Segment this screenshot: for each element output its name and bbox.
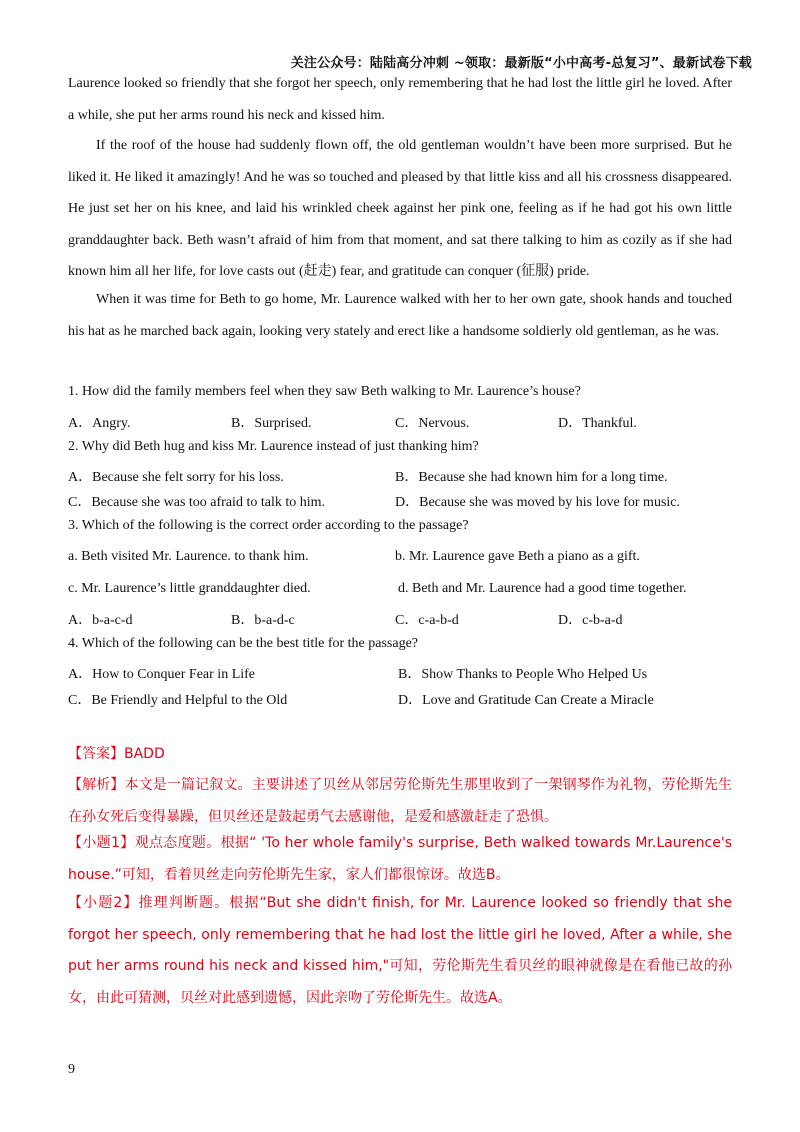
page-header: 关注公众号：陆陆高分冲刺 ~领取：最新版“小中高考-总复习”、最新试卷下载 <box>290 56 752 71</box>
answer-question-2: 【小题2】推理判断题。根据“But she didn't finish, for Mr. Laurence looked so friendly that she forgot her speech, only remembering that he had lost the little girl he loved, After a while, she put her arms round his neck and kissed him,"可知，劳伦斯先生看贝丝的眼神就像是在看他已故的孙女，由此可猜测，贝丝对此感到遗憾，因此亲吻了劳伦斯先生。故选A。 <box>68 895 732 1006</box>
question-1-option-b: B．Surprised. <box>231 416 312 431</box>
passage-paragraph-3: When it was time for Beth to go home, Mr. Laurence walked with her to her own gate, shook hands and touched his hat as he marched back again, looking very stately and erect like a handsome soldierly old gentleman, as he was. <box>68 292 732 339</box>
question-2-option-b: B．Because she had known him for a long time. <box>395 470 668 485</box>
question-4-option-b: B．Show Thanks to People Who Helped Us <box>398 667 648 682</box>
passage-paragraph-1: Laurence looked so friendly that she forgot her speech, only remembering that he had lost the little girl he loved. After a while, she put her arms round his neck and kissed him. <box>68 76 732 123</box>
question-1-option-d: D．Thankful. <box>558 416 637 431</box>
question-1-stem: 1. How did the family members feel when they saw Beth walking to Mr. Laurence’s house? <box>68 384 581 399</box>
question-3-option-c: C．c-a-b-d <box>395 613 459 628</box>
question-4-option-a: A．How to Conquer Fear in Life <box>68 667 256 682</box>
question-4-option-c: C．Be Friendly and Helpful to the Old <box>68 693 288 708</box>
question-3-event-c: c. Mr. Laurence’s little granddaughter died. <box>68 581 311 596</box>
question-3-option-a: A．b-a-c-d <box>68 613 133 628</box>
question-2-stem: 2. Why did Beth hug and kiss Mr. Laurence instead of just thanking him? <box>68 439 479 454</box>
question-1-option-a: A．Angry. <box>68 416 131 431</box>
question-3-stem: 3. Which of the following is the correct order according to the passage? <box>68 518 469 533</box>
question-2-option-a: A．Because she felt sorry for his loss. <box>68 470 284 485</box>
answer-key: 【答案】BADD <box>68 746 165 762</box>
question-3-event-b: b. Mr. Laurence gave Beth a piano as a gift. <box>395 549 640 564</box>
page-number: 9 <box>68 1062 75 1077</box>
answer-question-1: 【小题1】观点态度题。根据“ 'To her whole family's surprise, Beth walked towards Mr.Laurence's house.”可知，看着贝丝走向劳伦斯先生家，家人们都很惊讶。故选B。 <box>68 835 732 883</box>
question-3-event-a: a. Beth visited Mr. Laurence. to thank him. <box>68 549 309 564</box>
question-3-option-d: D．c-b-a-d <box>558 613 623 628</box>
question-3-option-b: B．b-a-d-c <box>231 613 295 628</box>
question-2-option-c: C．Because she was too afraid to talk to him. <box>68 495 325 510</box>
question-4-stem: 4. Which of the following can be the best title for the passage? <box>68 636 419 651</box>
answer-analysis: 【解析】本文是一篇记叙文。主要讲述了贝丝从邻居劳伦斯先生那里收到了一架钢琴作为礼物，劳伦斯先生在孙女死后变得暴躁，但贝丝还是鼓起勇气去感谢他，是爱和感激赶走了恐惧。 <box>68 777 732 825</box>
question-3-event-d: d. Beth and Mr. Laurence had a good time together. <box>398 581 687 596</box>
question-4-option-d: D．Love and Gratitude Can Create a Miracle <box>398 693 654 708</box>
question-1-option-c: C．Nervous. <box>395 416 470 431</box>
passage-paragraph-2: If the roof of the house had suddenly flown off, the old gentleman wouldn’t have been more surprised. But he liked it. He liked it amazingly! And he was so touched and pleased by that little kiss and all his crossness disappeared. He just set her on his knee, and laid his wrinkled cheek against her pink one, feeling as if he had got his own little granddaughter back. Beth wasn’t afraid of him from that moment, and sat there talking to him as cozily as if she had known him all her life, for love casts out (赶走) fear, and gratitude can conquer (征服) pride. <box>68 138 732 279</box>
question-2-option-d: D．Because she was moved by his love for music. <box>395 495 680 510</box>
